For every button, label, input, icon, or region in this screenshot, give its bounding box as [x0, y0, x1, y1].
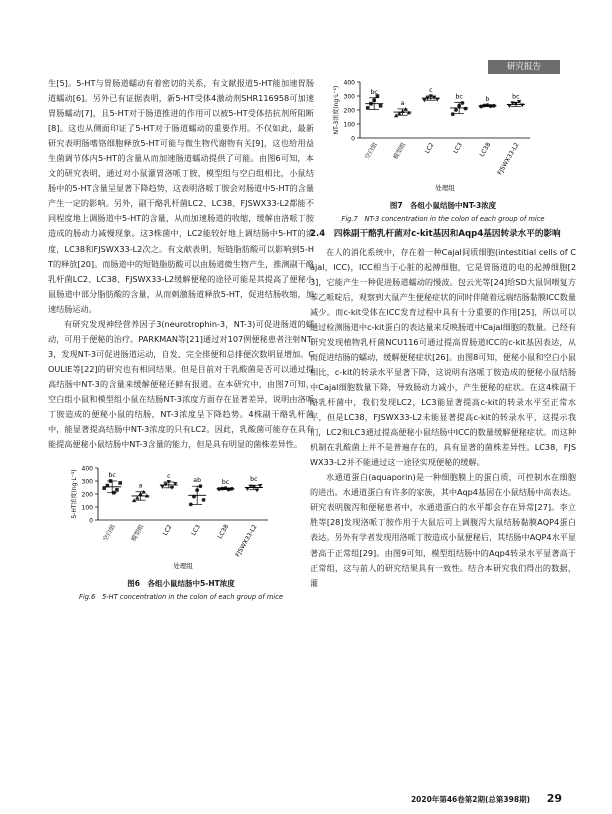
page-number: 29: [546, 792, 562, 805]
figure-7: [310, 76, 576, 223]
significance-letter: c: [167, 473, 171, 481]
significance-letter: bc: [512, 93, 520, 101]
y-axis-label: 5-HT浓度(ng·L⁻¹): [71, 469, 78, 519]
footer-journal-info: 2020年第46卷第2期(总第398期): [410, 795, 530, 804]
data-point: [202, 498, 206, 502]
data-point: [160, 485, 164, 489]
significance-letter: bc: [221, 479, 230, 487]
chart-5ht: [48, 462, 314, 572]
x-axis-label: 处理组: [173, 562, 193, 571]
x-tick-label: LC3: [190, 523, 202, 538]
left-column: [48, 76, 314, 601]
significance-letter: c: [429, 87, 433, 94]
data-point: [517, 100, 521, 104]
right-column: [310, 76, 576, 591]
significance-letter: bc: [455, 93, 463, 101]
right-paragraph-1: 在人的消化系统中，存在着一种Cajal间质细胞(intestitial cells of Cajal，ICC)，ICC相当于心脏的起搏细胞，它是胃肠道的电的起搏细胞[23]，它能产生一种促进肠道蠕动的慢波。包云光等[24]给SD大鼠饲喂复方苯乙哌啶后，观察到大鼠产生便秘症状的同时伴随着远端结肠黏膜ICC数量减少。而c-kit受体在ICC发育过程中具有十分重要的作用[25]，所以可以通过检测肠道中c-kit蛋白的表达量来反映肠道中Cajal细胞的数量。已经有研究发现植物乳杆菌NCU116可通过提高胃肠道ICC的c-kit基因表达，从而促进结肠的蠕动，缓解便秘症状[26]。由图8可知，便秘小鼠和空白小鼠相比，c-kit的转录水平显著下降，这说明有洛哌丁胺造成的便秘小鼠结肠中Cajal细胞数量下降，导致肠动力减小，产生便秘的症状。在这4株副干酪乳杆菌中，我们发现LC2，LC3能显著提高c-kit的转录水平至正常水平，但是LC38，FJSWX33-L2未能显著提高c-kit的转录水平，这提示我们，LC2和LC3通过提高便秘小鼠结肠中ICC的数量缓解便秘症状。而这种机制在乳酸菌上并不是普遍存在的，具有显著的菌株差异性。LC38，FJSWX33-L2并不能通过这一途径实现便秘的缓解。: [310, 246, 576, 468]
x-tick-label: LC38: [216, 523, 231, 541]
x-tick-label: FJSWX33-L2: [234, 523, 259, 559]
significance-letter: b: [485, 96, 490, 104]
section-tag: 研究报告: [488, 60, 560, 74]
significance-letter: bc: [108, 472, 116, 480]
data-point: [255, 489, 259, 493]
figure-6-caption-en: Fig.6 5-HT concentration in the colon of each group of mice: [78, 593, 284, 602]
x-tick-label: LC3: [452, 141, 464, 155]
significance-letter: ab: [193, 477, 202, 485]
y-tick-label: 0: [89, 517, 93, 525]
data-point: [379, 104, 383, 108]
x-tick-label: 空白组: [363, 141, 379, 161]
y-axis-label: NT-3浓度(ng·L⁻¹): [333, 85, 340, 135]
section-heading-2-4: 2.4 四株副干酪乳杆菌对c-kit基因和Aqp4基因转录水平的影响: [310, 229, 561, 239]
y-tick-label: 200: [81, 491, 93, 499]
figure-6: [48, 462, 314, 601]
data-point: [454, 108, 458, 112]
right-paragraph-2: 水通道蛋白(aquaporin)是一种细胞膜上的蛋白质，可控制水在细胞的进出。水通道蛋白有许多的家族，其中Aqp4基因在小鼠结肠中高表达。研究表明腹泻和便秘患者中，水通道蛋白的水平都会存在异常[27]。李立胜等[28]发现洛哌丁胺作用于大鼠后可上调腹泻大鼠结肠黏膜AQP4蛋白表达。另外有学者发现用洛哌丁胺造成小鼠便秘后，其结肠中AQP4水平显著高于正常组[29]。由图9可知，模型组结肠中的Aqp4转录水平显著高于正常组，这与前人的研究结果具有一致性。结合本研究我们得出的数据，灌: [310, 472, 576, 588]
y-tick-label: 400: [343, 79, 355, 87]
x-tick-label: LC38: [478, 141, 493, 159]
y-tick-label: 200: [343, 107, 355, 115]
y-tick-label: 400: [81, 465, 93, 473]
figure-6-caption-cn: 图6 各组小鼠结肠中5-HT浓度: [127, 579, 235, 589]
significance-letter: bc: [250, 476, 258, 484]
x-tick-label: LC2: [423, 141, 436, 155]
x-tick-label: 模型组: [130, 523, 146, 543]
left-paragraph-2: 有研究发现神经营养因子3(neurotrophin-3，NT-3)可促进肠道的蠕动，可用于便秘的治疗。PARKMAN等[21]通过对107例便秘患者注射NT-3，发现NT-3可促进肠道运动，自发、完全排便和总排便次数明显增加。COULIE等[22]的研究也有相同结果。但是目前对于乳酸菌是否可以通过提高结肠中NT-3的含量来缓解便秘还鲜有报道。在本研究中，由图7可知，空白组小鼠和模型组小鼠在结肠NT-3浓度方面存在显著差异，说明由洛哌丁胺造成的便秘小鼠的结肠，NT-3浓度呈下降趋势。4株副干酪乳杆菌中，能显著提高结肠中NT-3浓度的只有LC2。因此，乳酸菌可能存在具有能提高便秘小鼠结肠中NT-3含量的能力，但是具有明显的菌株差异性。: [48, 318, 314, 450]
significance-letter: a: [138, 482, 143, 490]
page-footer: [0, 792, 612, 808]
significance-letter: bc: [370, 88, 378, 96]
significance-letter: a: [400, 99, 405, 107]
data-point: [451, 112, 455, 116]
data-point: [460, 101, 464, 105]
data-point: [479, 105, 483, 109]
data-point: [189, 503, 193, 507]
data-point: [464, 107, 468, 111]
left-paragraph-1: 生[5]。5-HT与胃肠道蠕动有着密切的关系，有文献报道5-HT能加速胃肠道蠕动[6]。另外已有证据表明，新5-HT受体4激动剂SHR116958可加速胃肠蠕动[7]，且5-HT对于肠道推进的作用可以被5-HT受体拮抗剂所阻断[8]。这也从侧面印证了5-HT对于肠道蠕动的重要作用。不仅如此，最新研究表明肠嗜铬细胞释放5-HT可能与微生物代谢物有关[9]，这也给用益生菌调节体内5-HT的含量从而加速肠道蠕动提供了可能。由图6可知，本文的研究表明，通过对小鼠灌胃洛哌丁胺，模型组与空白组相比，小鼠结肠中的5-HT含量呈显著下降趋势，这表明洛哌丁胺会对肠道中5-HT的含量产生一定的影响。另外，副干酪乳杆菌LC2、LC38、FJSWX33-L2都能不同程度地上调肠道中5-HT的含量，从而加速肠道的收缩，缓解由洛哌丁胺造成的肠动力减慢现象。这3株菌中，LC2能较好地上调结肠中5-HT的浓度，LC38和FJSWX33-L2次之。有文献表明，短链脂肪酸可以影响到5-HT的释放[20]。而肠道中的短链脂肪酸可以由肠道微生物产生，推测副干酪乳杆菌LC2、LC38、FJSWX33-L2缓解便秘的途径可能是其提高了便秘小鼠肠道中部分脂肪酸的含量，从而刺激肠道释放5-HT，促进结肠收缩，加速结肠运动。: [48, 78, 314, 314]
data-point: [366, 106, 370, 110]
data-point: [118, 481, 122, 485]
y-tick-label: 300: [81, 478, 93, 486]
y-tick-label: 100: [343, 121, 355, 129]
figure-7-caption-en: Fig.7 NT-3 concentration in the colon of each group of mice: [341, 215, 545, 223]
chart-nt3: [310, 76, 576, 194]
figure-7-caption-cn: 图7 各组小鼠结肠中NT-3浓度: [389, 201, 497, 210]
x-tick-label: 模型组: [392, 141, 408, 161]
y-tick-label: 0: [351, 135, 355, 143]
x-tick-label: LC2: [161, 523, 174, 538]
x-tick-label: FJSWX33-L2: [496, 141, 521, 177]
y-tick-label: 100: [81, 504, 93, 512]
x-axis-label: 处理组: [435, 184, 455, 192]
y-tick-label: 300: [343, 93, 355, 101]
data-point: [115, 488, 119, 492]
x-tick-label: 空白组: [101, 523, 117, 543]
